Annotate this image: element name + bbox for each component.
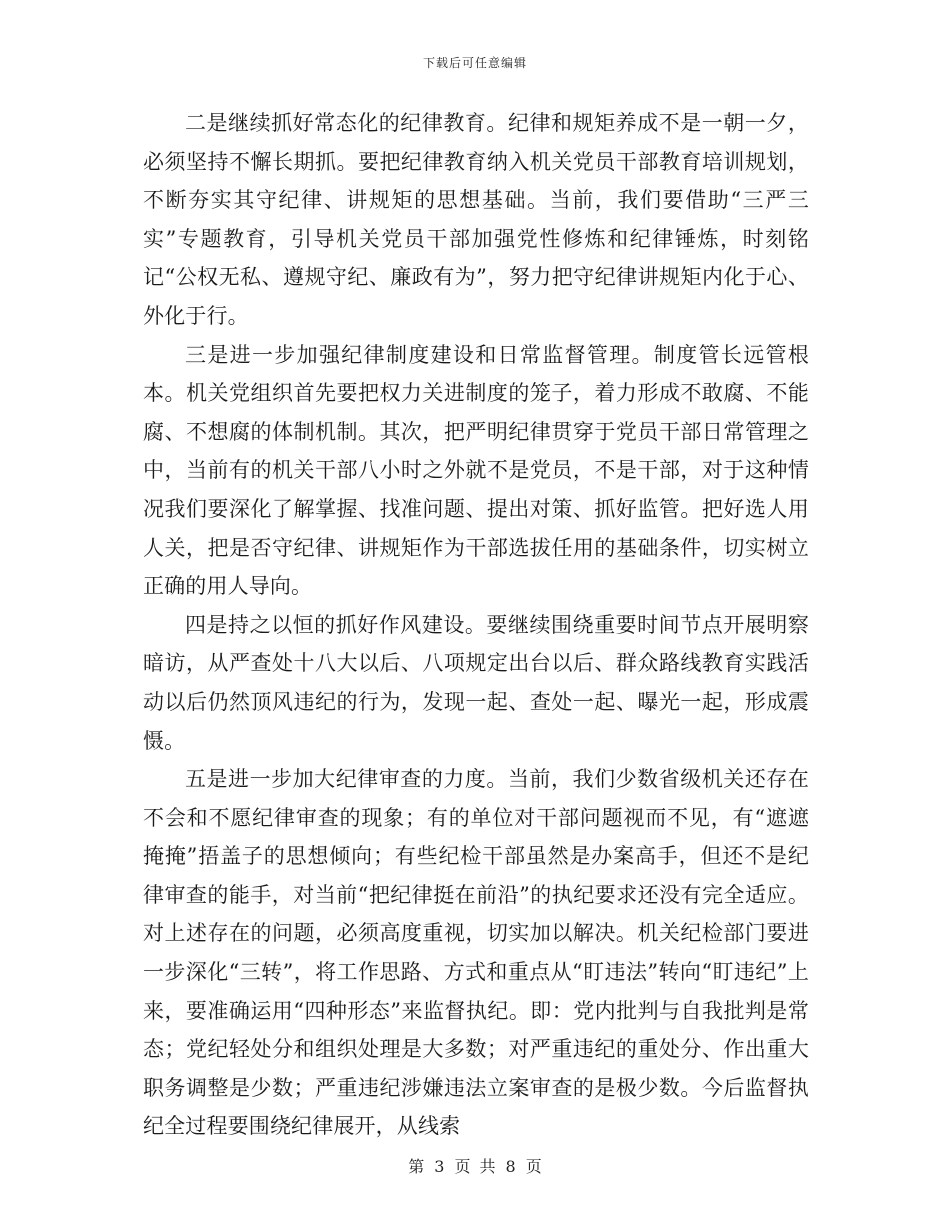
footer-middle: 页 共 <box>454 1157 496 1176</box>
paragraph-discipline-education: 二是继续抓好常态化的纪律教育。纪律和规矩养成不是一朝一夕，必须坚持不懈长期抓。要把纪律教育纳入机关党员干部教育培训规划，不断夯实其守纪律、讲规矩的思想基础。当前，我们要借助“三严三实”专题教育，引导机关党员干部加强党性修炼和纪律锤炼，时刻铭记“公权无私、遵规守纪、廉政有为”，努力把守纪律讲规矩内化于心、外化于行。 <box>143 111 809 328</box>
paragraph-discipline-review: 五是进一步加大纪律审查的力度。当前，我们少数省级机关还存在不会和不愿纪律审查的现象；有的单位对干部问题视而不见，有“遮遮掩掩”捂盖子的思想倾向；有些纪检干部虽然是办案高手，但还不是纪律审查的能手，对当前“把纪律挺在前沿”的执纪要求还没有完全适应。对上述存在的问题，必须高度重视，切实加以解决。机关纪检部门要进一步深化“三转”，将工作思路、方式和重点从“盯违法”转向“盯违纪”上来，要准确运用“四种形态”来监督执纪。即：党内批判与自我批判是常态；党纪轻处分和组织处理是大多数；对严重违纪的重处分、作出重大职务调整是少数；严重违纪涉嫌违法立案审查的是极少数。今后监督执纪全过程要围绕纪律展开，从线索 <box>143 767 809 1139</box>
paragraph-work-style: 四是持之以恒的抓好作风建设。要继续围绕重要时间节点开展明察暗访，从严查处十八大以后、八项规定出台以后、群众路线教育实践活动以后仍然顶风违纪的行为，发现一起、查处一起、曝光一起，形成震慑。 <box>143 612 809 753</box>
document-body <box>143 104 809 1146</box>
footer-suffix: 页 <box>525 1157 542 1176</box>
page-header-note: 下载后可任意编辑 <box>422 56 527 70</box>
page-footer <box>0 1154 950 1177</box>
footer-total-pages: 8 <box>505 1157 516 1176</box>
footer-prefix: 第 <box>408 1157 425 1176</box>
footer-current-page: 3 <box>434 1157 445 1176</box>
paragraph-institution-building: 三是进一步加强纪律制度建设和日常监督管理。制度管长远管根本。机关党组织首先要把权力关进制度的笼子，着力形成不敢腐、不能腐、不想腐的体制机制。其次，把严明纪律贯穿于党员干部日常管理之中，当前有的机关干部八小时之外就不是党员，不是干部，对于这种情况我们要深化了解掌握、找准问题、提出对策、抓好监管。把好选人用人关，把是否守纪律、讲规矩作为干部选拔任用的基础条件，切实树立正确的用人导向。 <box>143 342 809 599</box>
